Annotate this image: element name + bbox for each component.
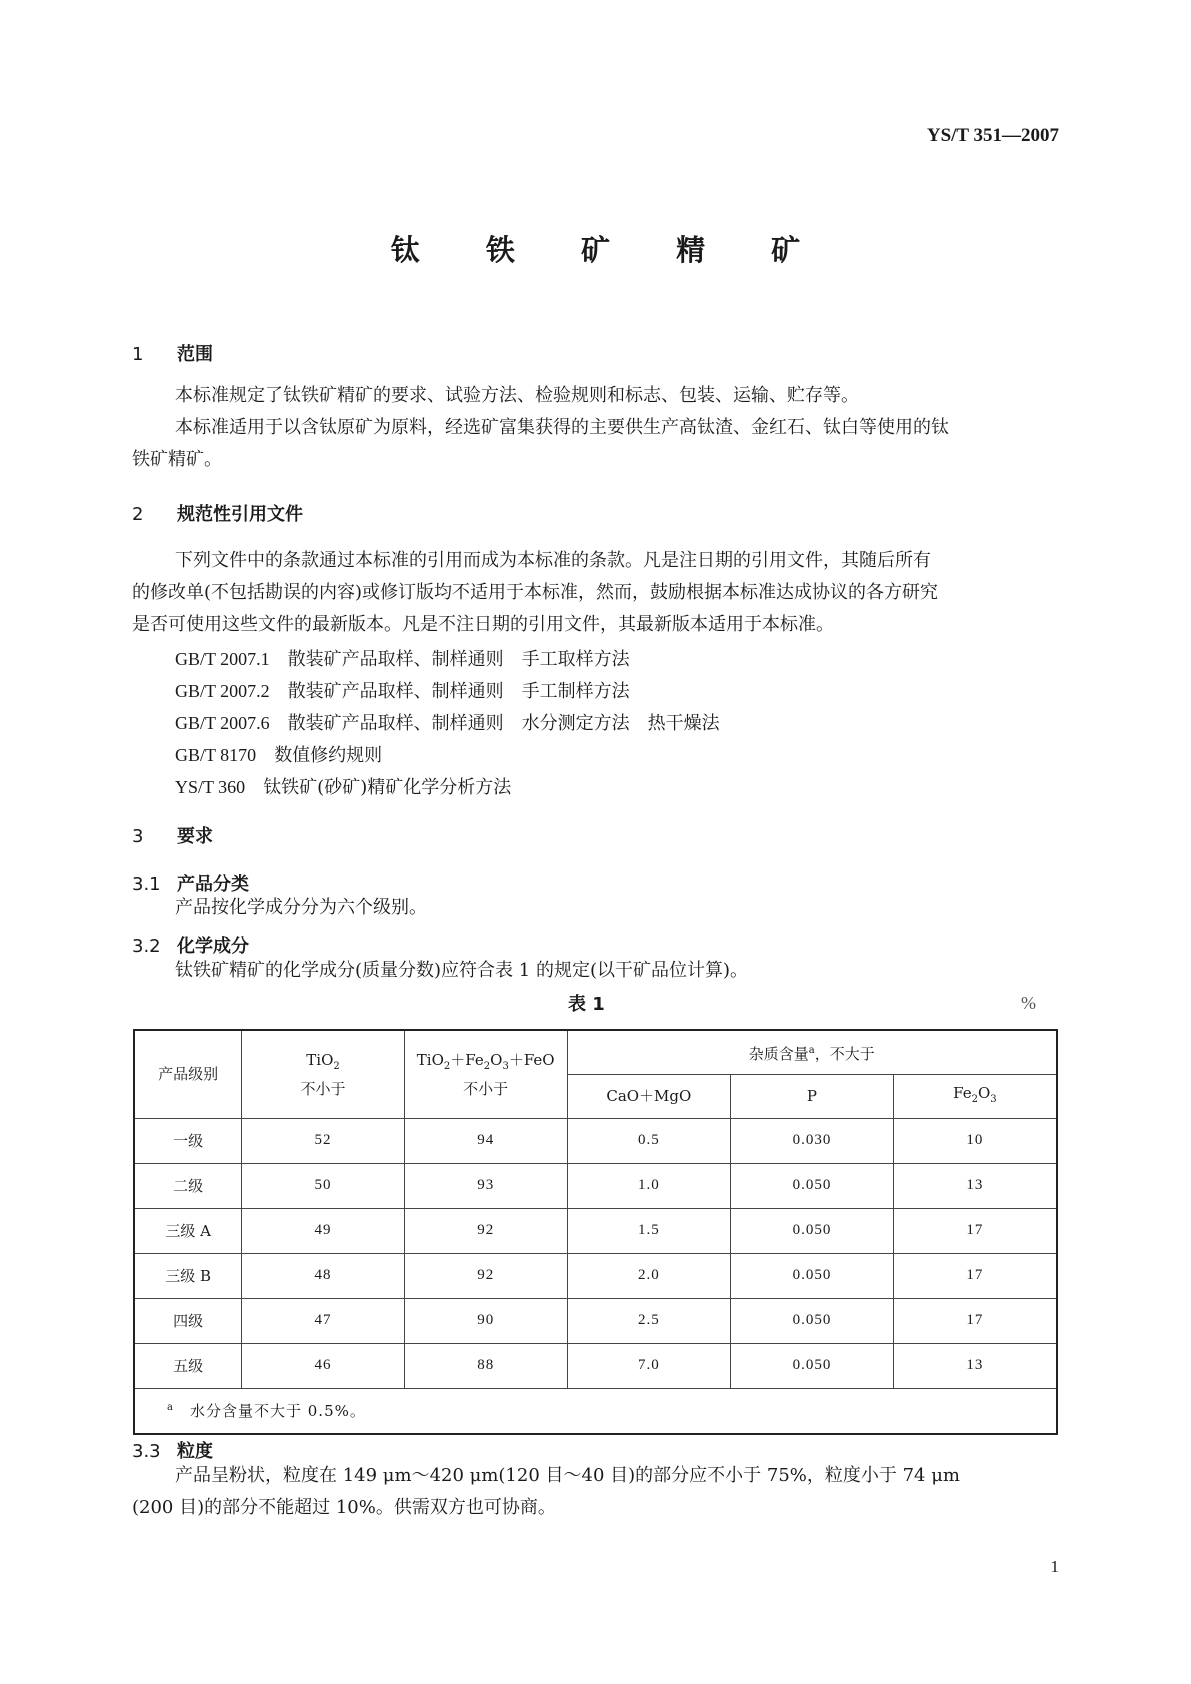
paragraph: (200 目)的部分不能超过 10%。供需双方也可协商。 <box>132 1497 556 1518</box>
section-title: 范围 <box>177 344 213 365</box>
cell-camgo: 7.0 <box>567 1343 731 1388</box>
reference-item <box>175 773 511 799</box>
table-footnote <box>134 1388 1057 1434</box>
cell-sum: 92 <box>404 1253 567 1298</box>
paragraph: 本标准规定了钛铁矿精矿的要求、试验方法、检验规则和标志、包装、运输、贮存等。 <box>175 385 859 406</box>
reference-code: GB/T 8170 <box>175 745 257 765</box>
paragraph: 本标准适用于以含钛原矿为原料，经选矿富集获得的主要供生产高钛渣、金红石、钛白等使用的钛 <box>175 417 949 438</box>
cell-grade: 二级 <box>134 1163 242 1208</box>
section-1-heading <box>132 340 213 366</box>
table-caption: 表 1 <box>568 994 605 1015</box>
section-3-heading <box>132 822 213 848</box>
table-row <box>134 1298 1057 1343</box>
cell-grade: 三级 B <box>134 1253 242 1298</box>
chemical-composition-table <box>133 1029 1058 1435</box>
section-title: 产品分类 <box>177 874 249 895</box>
cell-tio2: 46 <box>242 1343 405 1388</box>
header-tio2 <box>242 1030 405 1118</box>
cell-fe2o3: 17 <box>893 1208 1057 1253</box>
cell-p: 0.050 <box>731 1343 894 1388</box>
cell-tio2: 52 <box>242 1118 405 1163</box>
section-number: 3.3 <box>132 1441 161 1462</box>
section-title: 要求 <box>177 826 213 847</box>
paragraph: 产品呈粉状，粒度在 149 μm～420 μm(120 目～40 目)的部分应不小于 75%，粒度小于 74 μm <box>175 1465 961 1486</box>
header-tio2-min: 不小于 <box>300 1079 346 1098</box>
header-p: P <box>731 1074 894 1118</box>
reference-code: GB/T 2007.2 <box>175 681 270 701</box>
section-number: 1 <box>132 344 144 365</box>
reference-item <box>175 677 630 703</box>
reference-title: 散装矿产品取样、制样通则 手工取样方法 <box>287 649 630 670</box>
section-2-heading <box>132 500 303 526</box>
header-fe2o3: $Fe_2O_3$ <box>893 1074 1057 1118</box>
section-number: 3 <box>132 826 144 847</box>
reference-title: 散装矿产品取样、制样通则 手工制样方法 <box>287 681 630 702</box>
cell-grade: 五级 <box>134 1343 242 1388</box>
section-title: 粒度 <box>177 1441 213 1462</box>
section-title: 化学成分 <box>177 936 249 957</box>
table-row <box>134 1253 1057 1298</box>
document-title: 钛 铁 矿 精 矿 <box>390 233 829 267</box>
cell-p: 0.050 <box>731 1208 894 1253</box>
header-camgo: CaO＋MgO <box>567 1074 731 1118</box>
standard-code: YS/T 351—2007 <box>926 125 1059 146</box>
cell-tio2: 47 <box>242 1298 405 1343</box>
paragraph: 是否可使用这些文件的最新版本。凡是不注日期的引用文件，其最新版本适用于本标准。 <box>132 614 834 635</box>
cell-fe2o3: 10 <box>893 1118 1057 1163</box>
reference-title: 数值修约规则 <box>274 745 383 766</box>
paragraph: 下列文件中的条款通过本标准的引用而成为本标准的条款。凡是注日期的引用文件，其随后所有 <box>175 550 931 571</box>
cell-camgo: 2.5 <box>567 1298 731 1343</box>
cell-tio2: 48 <box>242 1253 405 1298</box>
reference-code: GB/T 2007.6 <box>175 713 270 733</box>
cell-grade: 一级 <box>134 1118 242 1163</box>
table-row <box>134 1118 1057 1163</box>
reference-item <box>175 741 382 767</box>
cell-fe2o3: 17 <box>893 1253 1057 1298</box>
cell-camgo: 1.0 <box>567 1163 731 1208</box>
footnote-text: 水分含量不大于 0.5%。 <box>189 1402 366 1420</box>
table-unit: % <box>1021 993 1036 1013</box>
cell-grade: 四级 <box>134 1298 242 1343</box>
page-number: 1 <box>1050 1557 1059 1576</box>
section-number: 2 <box>132 504 144 525</box>
cell-p: 0.030 <box>731 1118 894 1163</box>
cell-sum: 93 <box>404 1163 567 1208</box>
paragraph: 钛铁矿精矿的化学成分(质量分数)应符合表 1 的规定(以干矿品位计算)。 <box>175 960 748 981</box>
paragraph: 的修改单(不包括勘误的内容)或修订版均不适用于本标准，然而，鼓励根据本标准达成协议的各方研究 <box>132 582 939 603</box>
paragraph: 产品按化学成分分为六个级别。 <box>175 897 427 918</box>
cell-p: 0.050 <box>731 1298 894 1343</box>
cell-p: 0.050 <box>731 1163 894 1208</box>
cell-sum: 92 <box>404 1208 567 1253</box>
cell-fe2o3: 17 <box>893 1298 1057 1343</box>
cell-sum: 94 <box>404 1118 567 1163</box>
cell-camgo: 2.0 <box>567 1253 731 1298</box>
cell-camgo: 0.5 <box>567 1118 731 1163</box>
cell-sum: 90 <box>404 1298 567 1343</box>
paragraph: 铁矿精矿。 <box>132 449 222 470</box>
section-title: 规范性引用文件 <box>177 504 303 525</box>
section-number: 3.1 <box>132 874 161 895</box>
header-sum-min: 不小于 <box>463 1079 509 1098</box>
section-number: 3.2 <box>132 936 161 957</box>
reference-title: 钛铁矿(砂矿)精矿化学分析方法 <box>263 777 512 798</box>
cell-tio2: 49 <box>242 1208 405 1253</box>
header-impurity: 杂质含量$^a$，不大于 <box>567 1030 1057 1074</box>
cell-sum: 88 <box>404 1343 567 1388</box>
reference-item <box>175 645 630 671</box>
reference-title: 散装矿产品取样、制样通则 水分测定方法 热干燥法 <box>287 713 720 734</box>
header-total-iron-titanium <box>404 1030 567 1118</box>
header-tio2-formula: TiO$_2$ <box>306 1050 340 1072</box>
reference-code: GB/T 2007.1 <box>175 649 270 669</box>
footnote-mark: a <box>167 1402 174 1413</box>
table-footnote-row <box>134 1388 1057 1434</box>
cell-grade: 三级 A <box>134 1208 242 1253</box>
header-grade: 产品级别 <box>134 1030 242 1118</box>
reference-item <box>175 709 720 735</box>
cell-fe2o3: 13 <box>893 1163 1057 1208</box>
reference-code: YS/T 360 <box>175 777 246 797</box>
cell-fe2o3: 13 <box>893 1343 1057 1388</box>
table-row <box>134 1343 1057 1388</box>
cell-tio2: 50 <box>242 1163 405 1208</box>
header-sum-formula: $TiO_2+Fe_2O_3+FeO$ <box>416 1050 555 1072</box>
table-row <box>134 1208 1057 1253</box>
table-row <box>134 1163 1057 1208</box>
cell-p: 0.050 <box>731 1253 894 1298</box>
cell-camgo: 1.5 <box>567 1208 731 1253</box>
